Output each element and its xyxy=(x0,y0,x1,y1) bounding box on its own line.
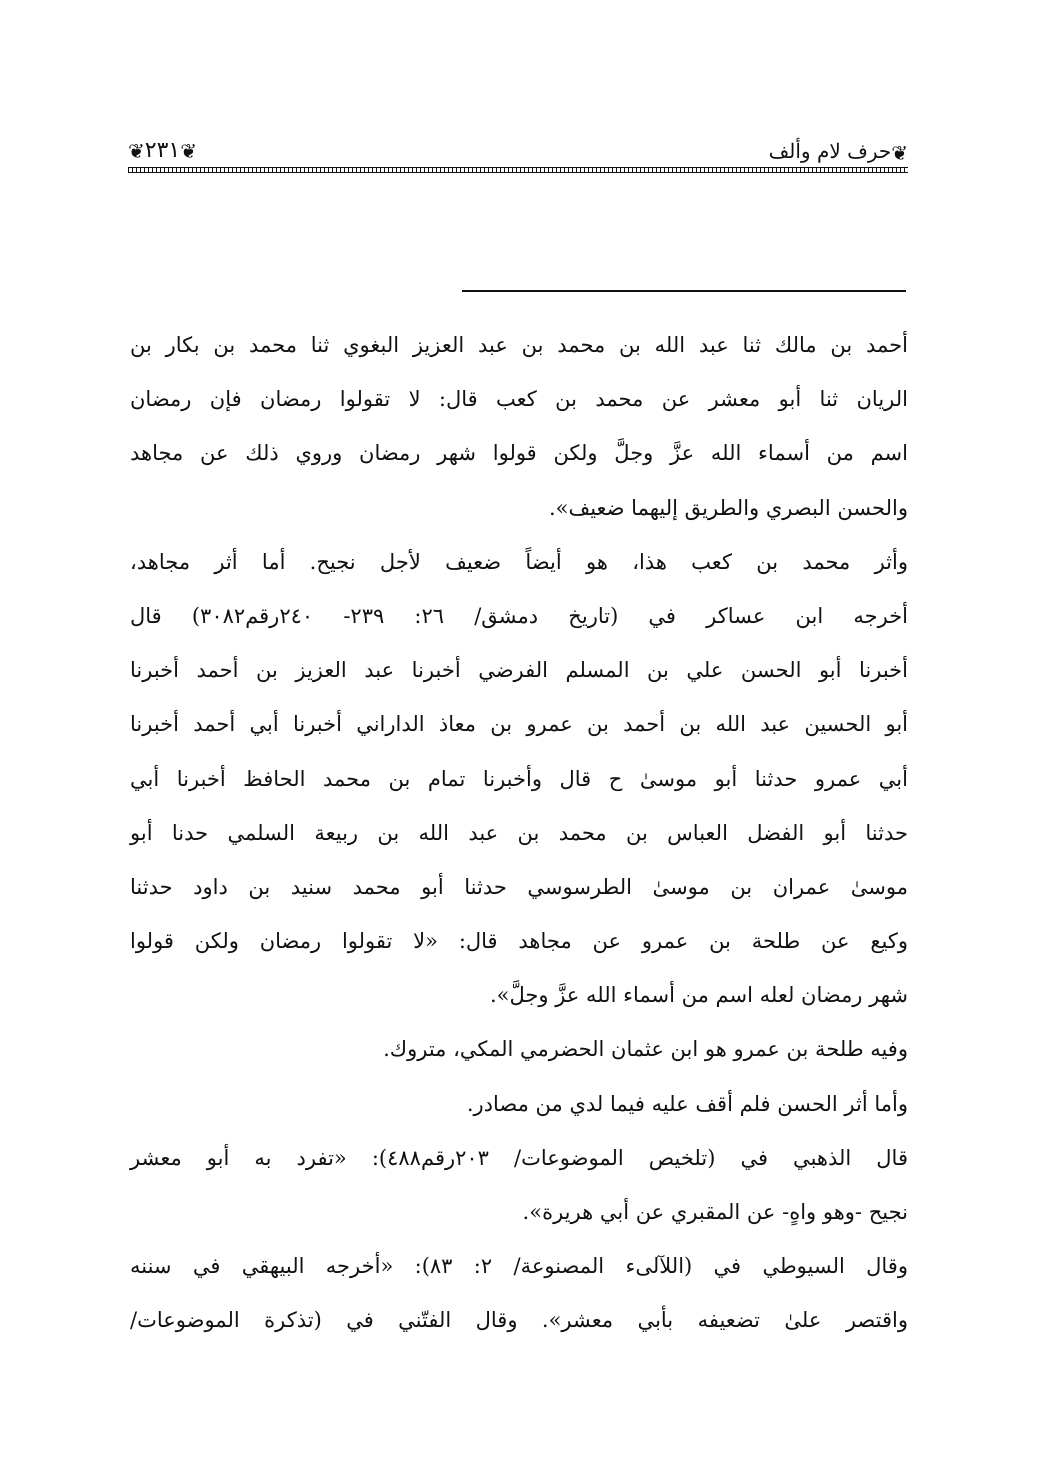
text-line: أبي عمرو حدثنا أبو موسىٰ ح قال وأخبرنا تمام بن محمد الحافظ أخبرنا أبي xyxy=(130,766,908,791)
text-line: وأثر محمد بن كعب هذا، هو أيضاً ضعيف لأجل نجيح. أما أثر مجاهد، xyxy=(130,549,908,574)
text-line: وكيع عن طلحة بن عمرو عن مجاهد قال: «لا تقولوا رمضان ولكن قولوا xyxy=(130,929,908,954)
text-line: موسىٰ عمران بن موسىٰ الطرسوسي حدثنا أبو محمد سنيد بن داود حدثنا xyxy=(130,874,908,899)
footnote-separator xyxy=(462,290,906,292)
page-number: ❦٢٣١❦ xyxy=(128,136,197,166)
text-line: أخرجه ابن عساكر في (تاريخ دمشق/ ٢٦: ٢٣٩- ٢٤٠رقم٣٠٨٢) قال xyxy=(130,603,908,628)
text-line: شهر رمضان لعله اسم من أسماء الله عزَّ وجلَّ». xyxy=(489,983,908,1008)
header-divider xyxy=(128,167,908,173)
text-line: أخبرنا أبو الحسن علي بن المسلم الفرضي أخبرنا عبد العزيز بن أحمد أخبرنا xyxy=(130,658,908,683)
footnote-text xyxy=(130,318,908,1348)
text-line: أحمد بن مالك ثنا عبد الله بن محمد بن عبد العزيز البغوي ثنا محمد بن بكار بن xyxy=(130,333,908,357)
chapter-title: ❦حرف لام وألف xyxy=(769,136,908,168)
text-line: الريان ثنا أبو معشر عن محمد بن كعب قال: لا تقولوا رمضان فإن رمضان xyxy=(130,387,908,412)
ornament-icon: ❦ xyxy=(891,140,908,165)
text-line: اسم من أسماء الله عزَّ وجلَّ ولكن قولوا شهر رمضان وروي ذلك عن مجاهد xyxy=(130,441,908,466)
text-line: وأما أثر الحسن فلم أقف عليه فيما لدي من مصادر. xyxy=(466,1091,908,1116)
ornament-icon: ❦ xyxy=(180,139,197,163)
text-line: نجيح -وهو واهٍ- عن المقبري عن أبي هريرة». xyxy=(522,1200,908,1224)
text-line: قال الذهبي في (تلخيص الموضوعات/ ٢٠٣رقم٤٨٨): «تفرد به أبو معشر xyxy=(130,1145,908,1170)
text-line: وقال السيوطي في (اللآلىء المصنوعة/ ٢: ٨٣): «أخرجه البيهقي في سننه xyxy=(130,1254,908,1279)
text-line: حدثنا أبو الفضل العباس بن محمد بن عبد الله بن ربيعة السلمي حدنا أبو xyxy=(130,820,908,845)
text-line: أبو الحسين عبد الله بن أحمد بن عمرو بن معاذ الداراني أخبرنا أبي أحمد أخبرنا xyxy=(130,712,908,737)
text-line: واقتصر علىٰ تضعيفه بأبي معشر». وقال الفتّني في (تذكرة الموضوعات/ xyxy=(130,1308,908,1333)
page-header xyxy=(128,136,908,170)
text-line: وفيه طلحة بن عمرو هو ابن عثمان الحضرمي المكي، متروك. xyxy=(383,1037,908,1062)
text-line: والحسن البصري والطريق إليهما ضعيف». xyxy=(548,495,908,520)
ornament-icon: ❦ xyxy=(128,139,145,163)
